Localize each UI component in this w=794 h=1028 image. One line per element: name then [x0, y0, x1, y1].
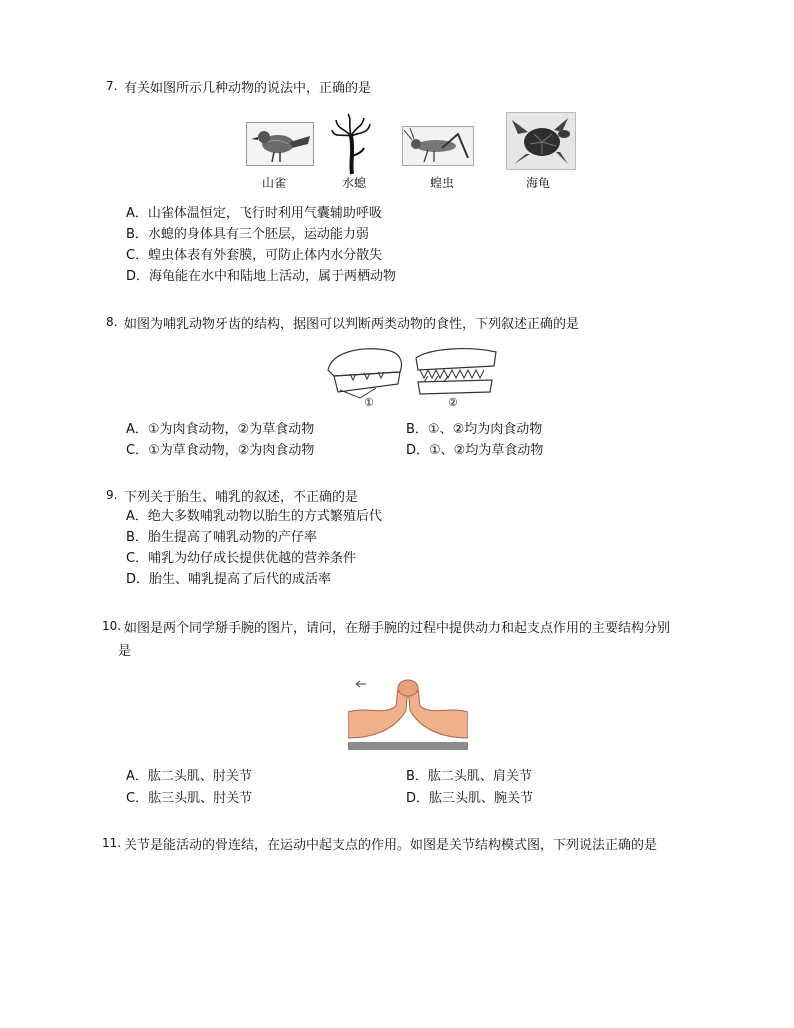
question-number: 10. [102, 619, 122, 633]
option-a[interactable]: A．山雀体温恒定，飞行时利用气囊辅助呼吸 [126, 206, 382, 221]
question-number: 9. [106, 488, 118, 502]
turtle-icon [506, 112, 576, 170]
option-d[interactable]: D．海龟能在水中和陆地上活动，属于两栖动物 [126, 269, 397, 284]
option-c[interactable]: C．①为草食动物，②为肉食动物 [126, 443, 315, 458]
question-number: 8. [106, 315, 118, 329]
bird-icon [246, 122, 314, 166]
animals-figure [244, 112, 584, 194]
caption-bird: 山雀 [262, 176, 287, 190]
caption-turtle: 海龟 [526, 176, 551, 190]
label-1: ① [364, 396, 374, 409]
label-2: ② [448, 396, 458, 409]
question-text: 关节是能活动的骨连结，在运动中起支点的作用。如图是关节结构模式图，下列说法正确的是 [124, 838, 658, 853]
option-b[interactable]: B．胎生提高了哺乳动物的产仔率 [126, 530, 317, 545]
question-text: 有关如图所示几种动物的说法中，正确的是 [124, 81, 372, 96]
teeth-figure [320, 340, 502, 412]
option-a[interactable]: A．肱二头肌、肘关节 [126, 769, 252, 784]
option-a[interactable]: A．①为肉食动物，②为草食动物 [126, 422, 315, 437]
option-c[interactable]: C．蝗虫体表有外套膜，可防止体内水分散失 [126, 248, 383, 263]
question-number: 7. [106, 79, 118, 93]
option-c[interactable]: C．哺乳为幼仔成长提供优越的营养条件 [126, 551, 357, 566]
grasshopper-icon [402, 126, 474, 166]
skull-teeth-drawing [320, 340, 502, 412]
arm-wrestling-figure [348, 676, 468, 752]
option-c[interactable]: C．肱三头肌、肘关节 [126, 791, 253, 806]
question-text: 如图为哺乳动物牙齿的结构，据图可以判断两类动物的食性，下列叙述正确的是 [124, 317, 580, 332]
option-b[interactable]: B．肱二头肌、肩关节 [406, 769, 532, 784]
caption-hydra: 水螅 [342, 176, 367, 190]
question-text: 下列关于胎生、哺乳的叙述，不正确的是 [124, 490, 359, 505]
question-text-continued: 是 [118, 644, 132, 659]
option-d[interactable]: D．肱三头肌、腕关节 [406, 791, 534, 806]
hydra-icon [330, 112, 374, 176]
question-text: 如图是两个同学掰手腕的图片，请问，在掰手腕的过程中提供动力和起支点作用的主要结构分别 [124, 621, 671, 636]
option-d[interactable]: D．①、②均为草食动物 [406, 443, 544, 458]
option-b[interactable]: B．水螅的身体具有三个胚层，运动能力弱 [126, 227, 369, 242]
option-d[interactable]: D．胎生、哺乳提高了后代的成活率 [126, 572, 332, 587]
option-a[interactable]: A．绝大多数哺乳动物以胎生的方式繁殖后代 [126, 509, 382, 524]
option-b[interactable]: B．①、②均为肉食动物 [406, 422, 543, 437]
question-number: 11. [102, 836, 122, 850]
caption-grasshopper: 蝗虫 [430, 176, 455, 190]
arm-wrestling-drawing [348, 676, 468, 752]
